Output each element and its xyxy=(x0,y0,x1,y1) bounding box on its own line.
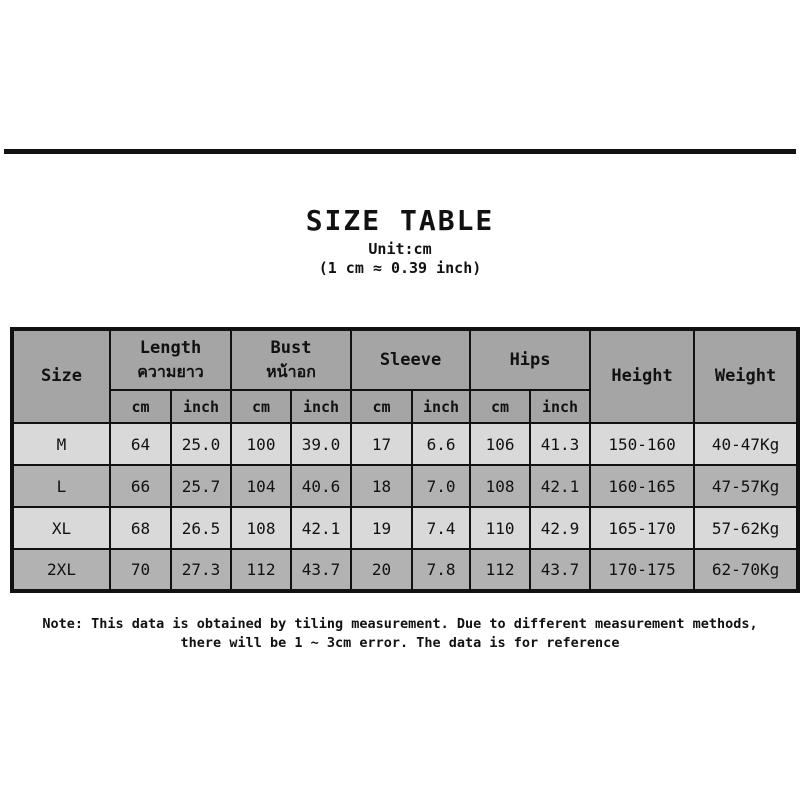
cell-length-cm: 70 xyxy=(110,549,171,591)
top-divider-rule xyxy=(4,149,796,154)
cell-sleeve-inch: 7.8 xyxy=(412,549,470,591)
cell-hips-inch: 43.7 xyxy=(530,549,590,591)
cell-hips-inch: 41.3 xyxy=(530,423,590,465)
cell-bust-inch: 39.0 xyxy=(291,423,351,465)
unit-header-cm: cm xyxy=(231,390,291,423)
size-row-2xl xyxy=(12,549,798,591)
cell-sleeve-inch: 7.0 xyxy=(412,465,470,507)
unit-header-inch: inch xyxy=(530,390,590,423)
cell-size-label: M xyxy=(12,423,110,465)
cell-hips-cm: 112 xyxy=(470,549,530,591)
cell-bust-cm: 112 xyxy=(231,549,291,591)
cell-length-inch: 26.5 xyxy=(171,507,231,549)
cell-hips-cm: 110 xyxy=(470,507,530,549)
unit-header-inch: inch xyxy=(291,390,351,423)
title-block xyxy=(0,204,800,278)
cell-length-cm: 64 xyxy=(110,423,171,465)
unit-header-cm: cm xyxy=(470,390,530,423)
cell-length-inch: 25.7 xyxy=(171,465,231,507)
cell-weight: 40-47Kg xyxy=(694,423,798,465)
conversion-subtitle: (1 cm ≈ 0.39 inch) xyxy=(318,259,482,277)
col-header-weight: Weight xyxy=(694,329,798,423)
cell-sleeve-cm: 17 xyxy=(351,423,412,465)
cell-size-label: XL xyxy=(12,507,110,549)
col-header-bust xyxy=(231,329,351,390)
cell-length-cm: 68 xyxy=(110,507,171,549)
unit-header-inch: inch xyxy=(412,390,470,423)
cell-length-inch: 27.3 xyxy=(171,549,231,591)
cell-bust-inch: 42.1 xyxy=(291,507,351,549)
cell-sleeve-cm: 18 xyxy=(351,465,412,507)
cell-hips-inch: 42.1 xyxy=(530,465,590,507)
cell-bust-inch: 43.7 xyxy=(291,549,351,591)
measurement-note-line2: there will be 1 ~ 3cm error. The data is for reference xyxy=(180,635,620,651)
cell-size-label: 2XL xyxy=(12,549,110,591)
header-group-row xyxy=(12,329,798,390)
measurement-note-line1: Note: This data is obtained by tiling measurement. Due to different measurement methods, xyxy=(42,616,758,632)
cell-sleeve-inch: 6.6 xyxy=(412,423,470,465)
unit-subtitle: Unit:cm xyxy=(368,240,432,258)
cell-bust-cm: 108 xyxy=(231,507,291,549)
col-header-bust-en: Bust xyxy=(270,338,312,358)
size-row-xl xyxy=(12,507,798,549)
unit-header-cm: cm xyxy=(351,390,412,423)
cell-length-inch: 25.0 xyxy=(171,423,231,465)
page-title: SIZE TABLE xyxy=(305,204,495,237)
col-header-length-en: Length xyxy=(139,338,202,358)
cell-bust-cm: 100 xyxy=(231,423,291,465)
cell-hips-cm: 108 xyxy=(470,465,530,507)
cell-height: 170-175 xyxy=(590,549,694,591)
size-row-m xyxy=(12,423,798,465)
measurement-note xyxy=(0,615,800,653)
size-table xyxy=(10,327,800,593)
cell-weight: 62-70Kg xyxy=(694,549,798,591)
cell-sleeve-cm: 19 xyxy=(351,507,412,549)
cell-weight: 47-57Kg xyxy=(694,465,798,507)
cell-sleeve-inch: 7.4 xyxy=(412,507,470,549)
cell-hips-cm: 106 xyxy=(470,423,530,465)
cell-height: 150-160 xyxy=(590,423,694,465)
col-header-height: Height xyxy=(590,329,694,423)
cell-hips-inch: 42.9 xyxy=(530,507,590,549)
size-row-l xyxy=(12,465,798,507)
col-header-bust-thai: หน้าอก xyxy=(266,362,316,381)
cell-bust-cm: 104 xyxy=(231,465,291,507)
unit-header-cm: cm xyxy=(110,390,171,423)
col-header-size: Size xyxy=(12,329,110,423)
col-header-length xyxy=(110,329,231,390)
cell-height: 160-165 xyxy=(590,465,694,507)
col-header-length-thai: ความยาว xyxy=(137,362,204,381)
cell-sleeve-cm: 20 xyxy=(351,549,412,591)
col-header-sleeve: Sleeve xyxy=(351,329,470,390)
cell-weight: 57-62Kg xyxy=(694,507,798,549)
cell-height: 165-170 xyxy=(590,507,694,549)
cell-length-cm: 66 xyxy=(110,465,171,507)
unit-header-inch: inch xyxy=(171,390,231,423)
cell-bust-inch: 40.6 xyxy=(291,465,351,507)
col-header-hips: Hips xyxy=(470,329,590,390)
cell-size-label: L xyxy=(12,465,110,507)
